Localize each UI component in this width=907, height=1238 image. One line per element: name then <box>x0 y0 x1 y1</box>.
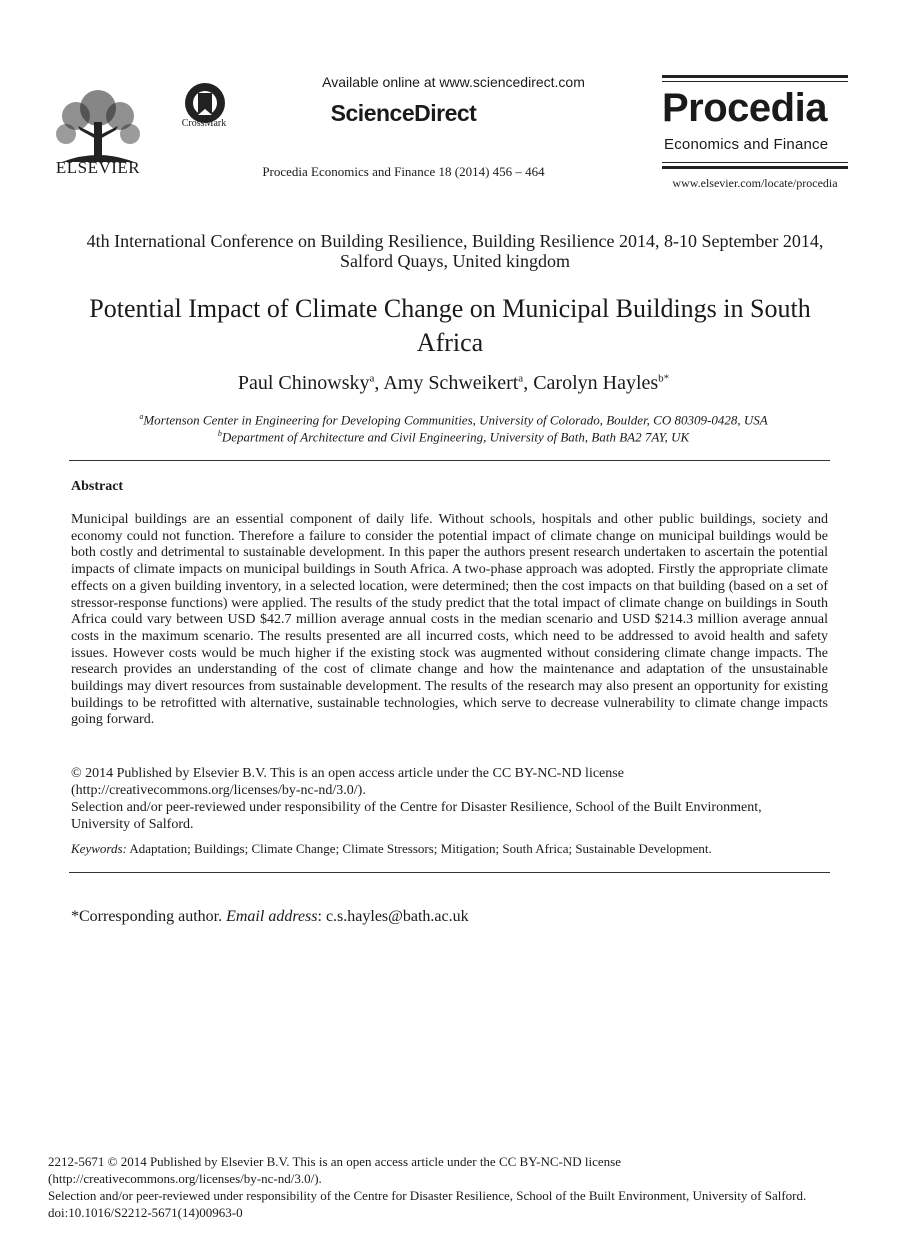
keywords-label: Keywords: <box>71 841 127 856</box>
affiliation-text: Mortenson Center in Engineering for Developing Communities, University of Colorado, Boulder, CO 80309-0428, USA <box>143 412 768 428</box>
license-responsibility: Selection and/or peer-reviewed under responsibility of the Centre for Disaster Resilience, School of the Built Environment, <box>71 800 762 815</box>
available-online-text: Available online at www.sciencedirect.com <box>322 74 585 90</box>
author-name: Paul Chinowsky <box>237 372 370 394</box>
author-affiliation-mark: a <box>369 372 375 385</box>
keywords-list: Adaptation; Buildings; Climate Change; Climate Stressors; Mitigation; South Africa; Sustainable Development. <box>126 841 712 856</box>
page-footer <box>48 1153 848 1221</box>
keywords-line <box>71 841 828 857</box>
sciencedirect-logo: ScienceDirect <box>330 100 477 126</box>
email-label: Email address <box>226 908 318 925</box>
footer-issn-license: 2212-5671 © 2014 Published by Elsevier B.V. This is an open access article under the CC BY-NC-ND license <box>48 1154 622 1169</box>
divider-top <box>69 460 830 461</box>
email-address[interactable]: : c.s.hayles@bath.ac.uk <box>317 908 469 925</box>
affiliation-mark: a <box>139 412 144 421</box>
elsevier-wordmark: ELSEVIER <box>55 158 141 177</box>
author-affiliation-mark: a <box>518 372 524 385</box>
license-institution: University of Salford. <box>71 817 194 832</box>
journal-url[interactable]: www.elsevier.com/locate/procedia <box>672 176 838 190</box>
license-block <box>71 765 828 833</box>
affiliation-b <box>0 429 907 445</box>
author-list: Paul Chinowsky$^a$, Amy Schweikert$^a$, Carolyn Hayles$^{b*}$ <box>237 372 670 394</box>
divider-bottom <box>69 872 830 873</box>
author-affiliation-mark: b* <box>658 372 670 385</box>
abstract-heading: Abstract <box>71 479 124 494</box>
affiliation-mark: b <box>217 429 222 438</box>
author-name: Amy Schweikert <box>383 372 519 394</box>
corresponding-prefix: *Corresponding author. <box>71 908 227 925</box>
procedia-brand: Procedia <box>662 86 827 130</box>
affiliation-text: Department of Architecture and Civil Engineering, University of Bath, Bath BA2 7AY, UK <box>221 429 690 445</box>
conference-line: 4th International Conference on Building Resilience, Building Resilience 2014, 8-10 September 2014, Salford Quays, United kingdom <box>86 231 824 271</box>
footer-license-link[interactable]: (http://creativecommons.org/licenses/by-nc-nd/3.0/). <box>48 1171 322 1186</box>
procedia-bottom-rule-thin <box>662 162 848 163</box>
abstract-text: Municipal buildings are an essential component of daily life. Without schools, hospitals and other public buildings, society and economy could not function. Therefore a failure to consider the potential impact of climate change on municipal buildings would be both costly and detrimental to sustainable development. In this paper the authors present research undertaken to ascertain the potential impacts of climate impacts on municipal buildings in South Africa. A two-phase approach was adopted. Firstly the appropriate climate effects on a given building inventory, in a selected location, were determined; then the cost impacts on that building (based on a set of stressor-response functions) were applied. The results of the study predict that the total impact of climate change on buildings in South Africa could vary between USD $42.7 million average annual costs in the median scenario and USD $214.3 million average annual costs in the maximum scenario. The results presented are all incurred costs, which need to be addressed to avoid health and safety issues. However costs would be much higher if the existing stock was augmented without considering climate change impacts. The research provides an understanding of the cost of climate change and how the maintenance and adaptation of the unsustainable buildings may divert resources from sustainable development. The results of the research may also present an opportunity for existing buildings to be retrofitted with alternative, sustainable technologies, which serve to decrease vulnerability to climate change impacts going forward. <box>71 512 828 728</box>
crossmark-label: CrossMark <box>181 118 227 129</box>
article-title: Potential Impact of Climate Change on Municipal Buildings in South Africa <box>89 294 811 357</box>
procedia-bottom-rule <box>662 166 848 169</box>
author-name: Carolyn Hayles <box>533 372 659 394</box>
journal-reference: Procedia Economics and Finance 18 (2014) 456 – 464 <box>262 164 545 179</box>
corresponding-author <box>71 908 469 926</box>
footer-responsibility: Selection and/or peer-reviewed under responsibility of the Centre for Disaster Resilience, School of the Built Environment, University of Salford. <box>48 1188 807 1203</box>
license-line: © 2014 Published by Elsevier B.V. This is an open access article under the CC BY-NC-ND license <box>71 766 624 781</box>
procedia-top-rule-thin <box>662 81 848 82</box>
affiliation-a <box>0 412 907 428</box>
footer-doi[interactable]: doi:10.1016/S2212-5671(14)00963-0 <box>48 1205 243 1220</box>
procedia-top-rule <box>662 75 848 78</box>
procedia-subtitle: Economics and Finance <box>664 136 829 153</box>
license-link[interactable]: (http://creativecommons.org/licenses/by-nc-nd/3.0/). <box>71 783 366 798</box>
